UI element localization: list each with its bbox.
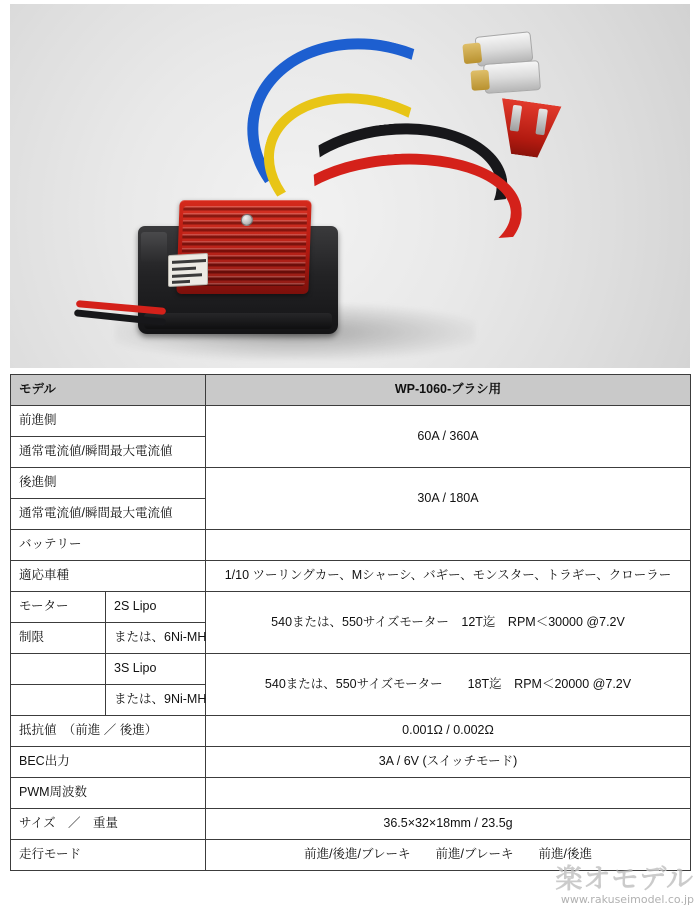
row-label-battery: バッテリー <box>11 530 206 561</box>
row-sub-9nimh: または、9Ni-MH <box>106 685 206 716</box>
connector-pin <box>510 105 523 132</box>
row-label-size-weight: サイズ ／ 重量 <box>11 809 206 840</box>
table-row <box>11 406 691 437</box>
connector-tip <box>462 42 482 64</box>
row-value-resistance: 0.001Ω / 0.002Ω <box>206 716 691 747</box>
row-value-motor-2s: 540または、550サイズモーター 12T迄 RPM＜30000 @7.2V <box>206 592 691 654</box>
sticker-text-line <box>172 267 196 271</box>
row-label-motor: モーター <box>11 592 106 623</box>
row-label-pwm: PWM周波数 <box>11 778 206 809</box>
bullet-connector-middle <box>483 60 541 94</box>
row-sub-3s-lipo: 3S Lipo <box>106 654 206 685</box>
row-value-bec: 3A / 6V (スイッチモード) <box>206 747 691 778</box>
watermark-url: www.rakuseimodel.co.jp <box>560 893 694 906</box>
table-row <box>11 778 691 809</box>
row-label-empty-1 <box>11 654 106 685</box>
row-value-reverse-current: 30A / 180A <box>206 468 691 530</box>
table-row <box>11 747 691 778</box>
row-label-limit: 制限 <box>11 623 106 654</box>
row-value-vehicle-type: 1/10 ツーリングカー、Mシャーシ、バギー、モンスター、トラギー、クローラー <box>206 561 691 592</box>
row-label-forward: 前進側 <box>11 406 206 437</box>
row-value-forward-current: 60A / 360A <box>206 406 691 468</box>
spec-table-wrapper <box>10 374 690 871</box>
row-value-battery <box>206 530 691 561</box>
photo-background <box>10 4 690 368</box>
row-label-forward-current: 通常電流値/瞬間最大電流値 <box>11 437 206 468</box>
connector-tip <box>470 70 489 91</box>
row-label-drive-mode: 走行モード <box>11 840 206 871</box>
watermark-text: 楽オモデル <box>555 864 694 895</box>
row-value-motor-3s: 540または、550サイズモーター 18T迄 RPM＜20000 @7.2V <box>206 654 691 716</box>
row-value-pwm <box>206 778 691 809</box>
header-label: モデル <box>11 375 206 406</box>
row-label-reverse: 後進側 <box>11 468 206 499</box>
sticker-text-line <box>172 259 206 264</box>
table-row <box>11 809 691 840</box>
table-row <box>11 716 691 747</box>
table-row <box>11 468 691 499</box>
connector-pin <box>535 108 548 135</box>
row-value-size-weight: 36.5×32×18mm / 23.5g <box>206 809 691 840</box>
row-label-vehicle-type: 適応車種 <box>11 561 206 592</box>
row-label-empty-2 <box>11 685 106 716</box>
table-row <box>11 840 691 871</box>
esc-label-sticker <box>168 253 208 287</box>
table-row <box>11 530 691 561</box>
table-row <box>11 561 691 592</box>
header-value: WP-1060-ブラシ用 <box>206 375 691 406</box>
spec-table <box>10 374 691 871</box>
product-photo <box>0 0 700 372</box>
row-label-reverse-current: 通常電流値/瞬間最大電流値 <box>11 499 206 530</box>
table-row <box>11 654 691 685</box>
sticker-text-line <box>172 273 202 278</box>
row-label-bec: BEC出力 <box>11 747 206 778</box>
esc-switch-block <box>141 232 167 262</box>
table-header-row <box>11 375 691 406</box>
row-label-resistance: 抵抗値 （前進 ／ 後進） <box>11 716 206 747</box>
sticker-text-line <box>172 280 190 284</box>
row-value-drive-mode: 前進/後進/ブレーキ 前進/ブレーキ 前進/後進 <box>206 840 691 871</box>
row-sub-6nimh: または、6Ni-MH <box>106 623 206 654</box>
deans-connector <box>495 98 562 160</box>
row-sub-2s-lipo: 2S Lipo <box>106 592 206 623</box>
table-row <box>11 592 691 623</box>
